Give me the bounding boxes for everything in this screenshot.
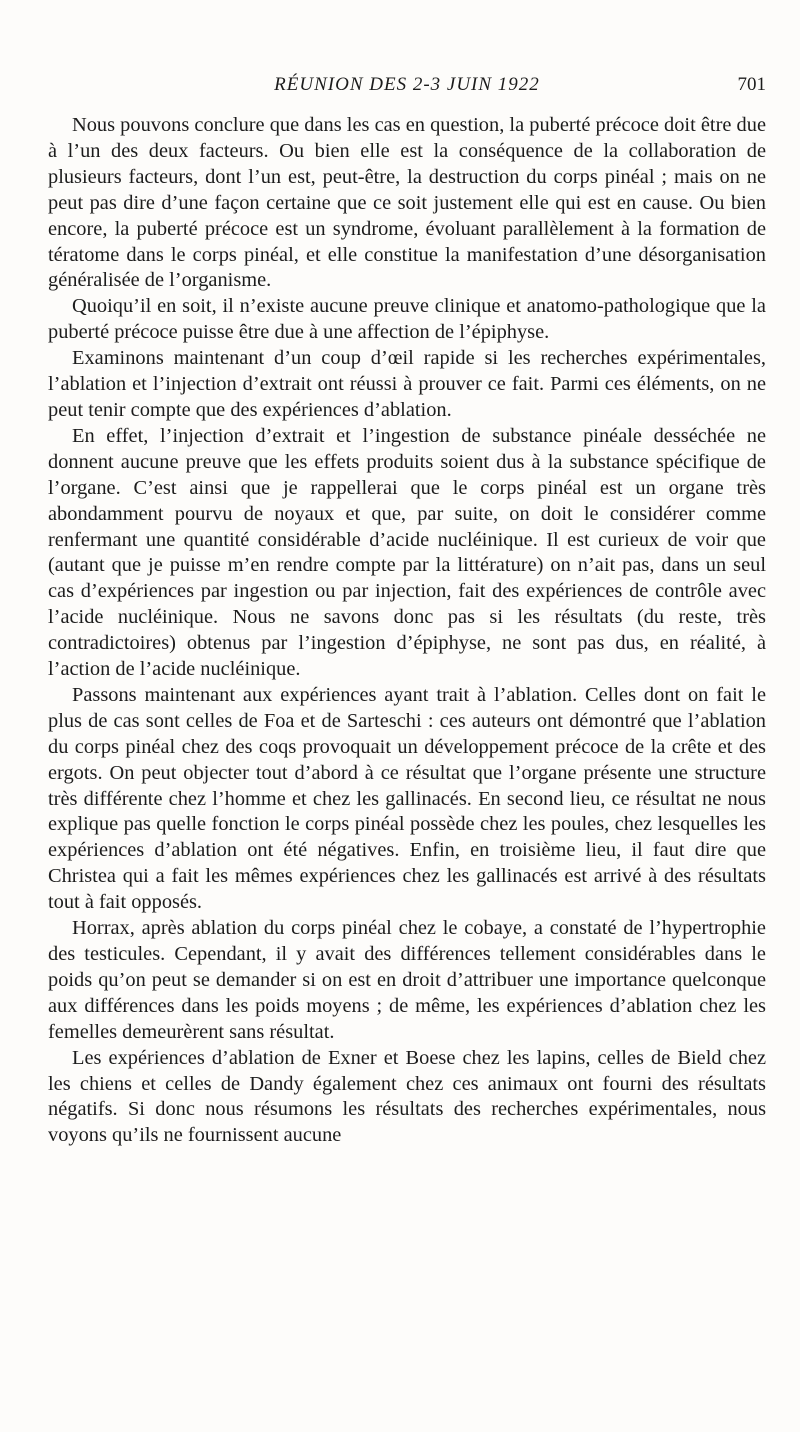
paragraph-5: Passons maintenant aux expériences ayant trait à l’ablation. Celles dont on fait le plus de cas sont celles de Foa et de Sarteschi : ces auteurs ont démontré que l’ablation du corps pinéal chez des coqs provoquait un développement précoce de la crête et des ergots. On peut objecter tout d’abord à ce résultat que l’organe présente une structure très différente chez l’homme et chez les gallinacés. En second lieu, ce résultat ne nous explique pas quelle fonction le corps pinéal possède chez les poules, chez lesquelles les expériences d’ablation ont été négatives. Enfin, en troisième lieu, il faut dire que Christea qui a fait les mêmes expériences chez les gallinacés est arrivé à des résultats tout à fait opposés. [48, 683, 766, 914]
paragraph-6: Horrax, après ablation du corps pinéal chez le cobaye, a constaté de l’hypertrophie des testicules. Cependant, il y avait des différences tellement considérables dans le poids qu’on peut se demander si on est en droit d’attribuer une importance quelconque aux différences dans les poids moyens ; de même, les expériences d’ablation chez les femelles demeurèrent sans résultat. [48, 917, 766, 1043]
running-header [48, 74, 766, 102]
paragraph-3: Examinons maintenant d’un coup d’œil rapide si les recherches expérimentales, l’ablation et l’injection d’extrait ont réussi à prouver ce fait. Parmi ces éléments, on ne peut tenir compte que des expériences d’ablation. [48, 347, 766, 421]
paragraph-4: En effet, l’injection d’extrait et l’ingestion de substance pinéale desséchée ne donnent aucune preuve que les effets produits soient dus à la substance spécifique de l’organe. C’est ainsi que je rappellerai que le corps pinéal est un organe très abondamment pourvu de noyaux et que, par suite, on doit le considérer comme renfermant une quantité considérable d’acide nucléinique. Il est curieux de voir que (autant que je puisse m’en rendre compte par la littérature) on n’ait pas, dans un seul cas d’expériences par ingestion ou par injection, fait des expériences de contrôle avec l’acide nucléinique. Nous ne savons donc pas si les résultats (du reste, très contradictoires) obtenus par l’ingestion d’épiphyse, ne sont pas dus, en réalité, à l’action de l’acide nucléinique. [48, 424, 766, 681]
page-number: 701 [737, 74, 766, 95]
paragraph-2: Quoiqu’il en soit, il n’existe aucune preuve clinique et anatomo-pathologique que la puberté précoce puisse être due à une affection de l’épiphyse. [48, 295, 766, 344]
running-title: RÉUNION DES 2-3 JUIN 1922 [274, 74, 540, 95]
paragraph-1: Nous pouvons conclure que dans les cas en question, la puberté précoce doit être due à l’un des deux facteurs. Ou bien elle est la conséquence de la collaboration de plusieurs facteurs, dont l’un est, peut-être, la destruction du corps pinéal ; mais on ne peut pas dire d’une façon certaine que ce soit justement elle qui est en cause. Ou bien encore, la puberté précoce est un syndrome, évoluant parallèlement à la formation de tératome dans le corps pinéal, et elle constitue la manifestation d’une désorganisation généralisée de l’organisme. [48, 114, 766, 292]
paragraph-7: Les expériences d’ablation de Exner et Boese chez les lapins, celles de Bield chez les chiens et celles de Dandy également chez ces animaux ont fourni des résultats négatifs. Si donc nous résumons les résultats des recherches expérimentales, nous voyons qu’ils ne fournissent aucune [48, 1046, 766, 1147]
body-text [48, 113, 766, 1149]
